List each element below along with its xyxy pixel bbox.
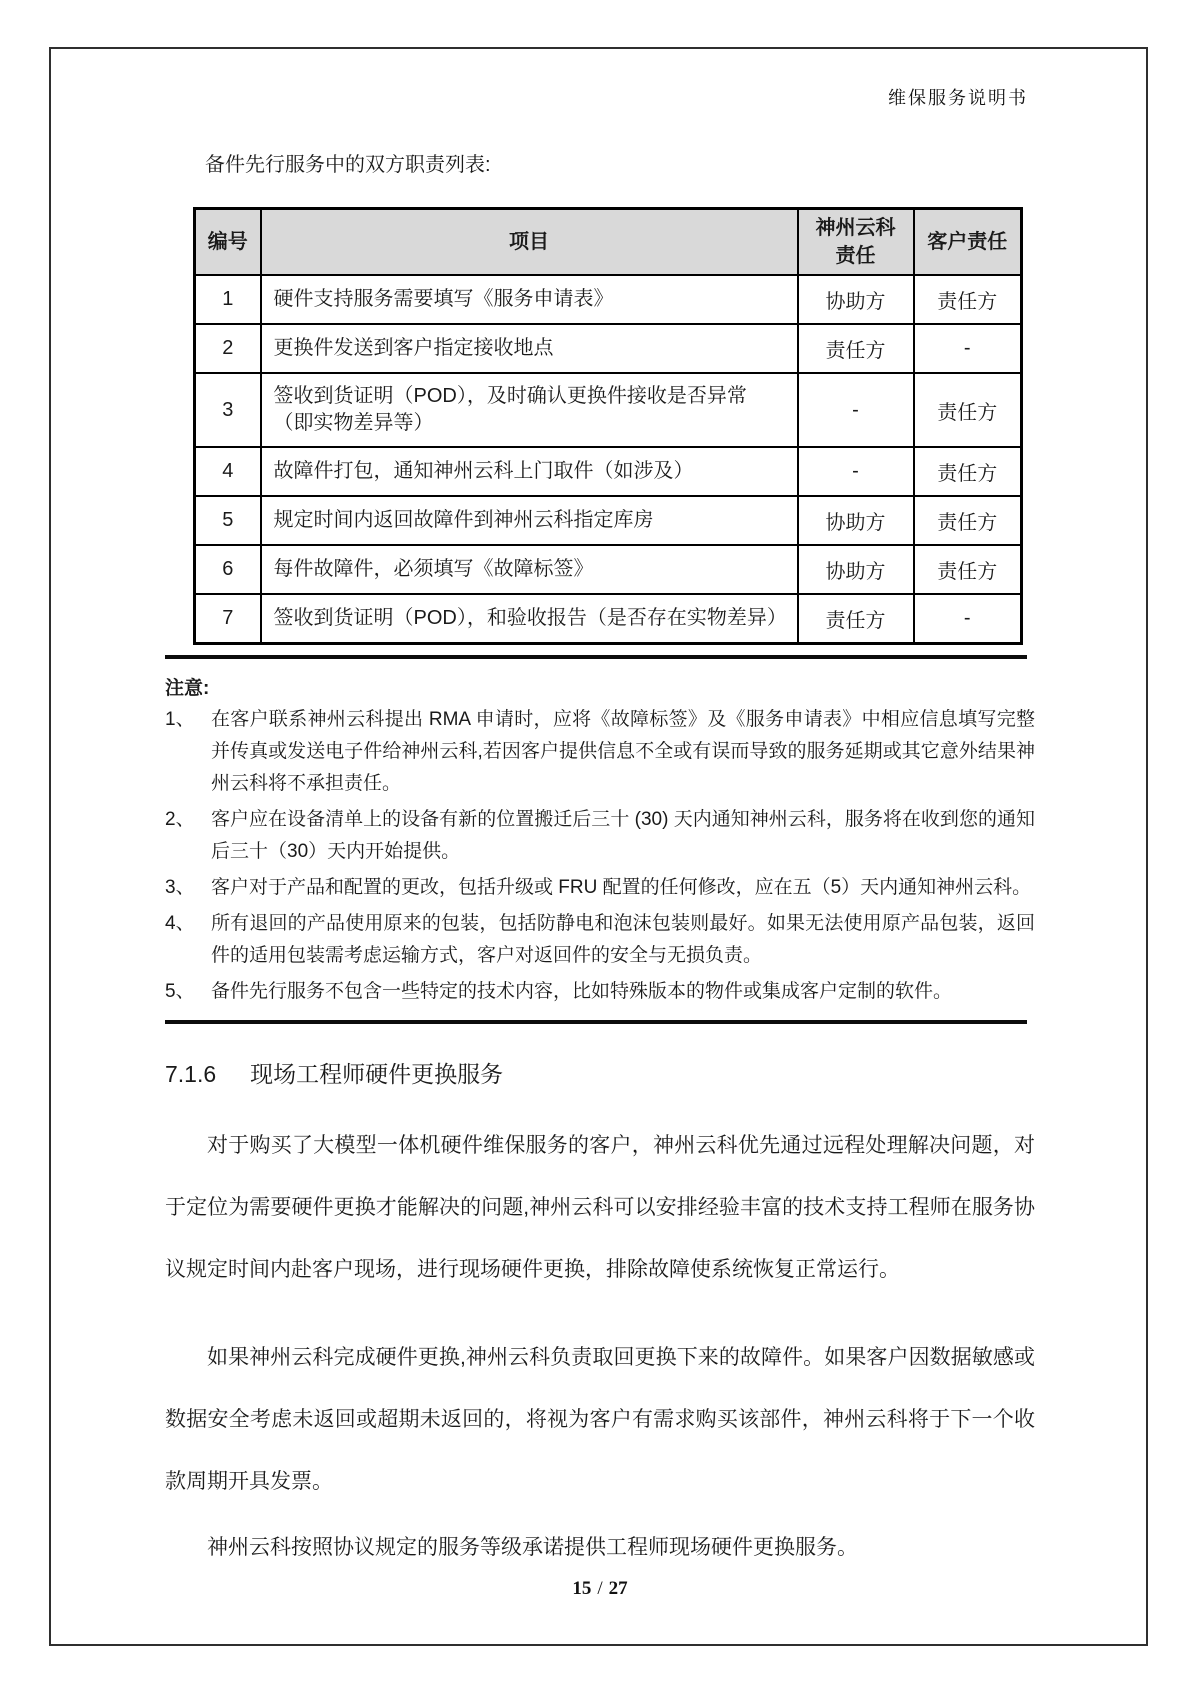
cell-no: 6 (195, 545, 261, 594)
header-cell-no: 编号 (195, 209, 261, 276)
cell-item: 签收到货证明（POD），和验收报告（是否存在实物差异） (261, 594, 798, 644)
cell-no: 3 (195, 373, 261, 447)
footer-separator: / (597, 1578, 603, 1599)
cell-vendor: - (798, 447, 914, 496)
body-paragraph: 对于购买了大模型一体机硬件维保服务的客户，神州云科优先通过远程处理解决问题，对于定位为需要硬件更换才能解决的问题,神州云科可以安排经验丰富的技术支持工程师在服务协议规定时间内赴客户现场，进行现场硬件更换，排除故障使系统恢复正常运行。 (165, 1134, 1035, 1281)
header-cell-vendor (798, 209, 914, 276)
note-item (165, 976, 1035, 1008)
header-vendor-line1: 神州云科 (815, 217, 896, 239)
section-heading (165, 1056, 1035, 1089)
doc-header-title: 维保服务说明书 (888, 88, 1028, 108)
divider-line-top (165, 655, 1027, 659)
cell-no: 5 (195, 496, 261, 545)
header-cell-item: 项目 (261, 209, 798, 276)
cell-customer: 责任方 (914, 545, 1022, 594)
note-text: 客户应在设备清单上的设备有新的位置搬迁后三十 (30) 天内通知神州云科，服务将在收到您的通知后三十（30）天内开始提供。 (211, 809, 1035, 862)
page-footer (0, 1578, 1200, 1600)
table-row (195, 594, 1022, 644)
note-number: 1、 (165, 709, 195, 730)
cell-vendor: 责任方 (798, 324, 914, 373)
cell-customer: 责任方 (914, 496, 1022, 545)
note-item (165, 804, 1035, 868)
table-row (195, 373, 1022, 447)
intro-text: 备件先行服务中的双方职责列表: (205, 154, 491, 176)
section-title: 现场工程师硬件更换服务 (250, 1061, 504, 1087)
footer-page-total: 27 (608, 1578, 628, 1599)
note-text: 备件先行服务不包含一些特定的技术内容，比如特殊版本的物件或集成客户定制的软件。 (211, 981, 953, 1002)
cell-no: 1 (195, 275, 261, 324)
cell-no: 2 (195, 324, 261, 373)
cell-vendor: 责任方 (798, 594, 914, 644)
notes-label: 注意: (165, 678, 210, 699)
page-content (165, 0, 1035, 1579)
cell-vendor: 协助方 (798, 275, 914, 324)
cell-item: 每件故障件，必须填写《故障标签》 (261, 545, 798, 594)
cell-item: 故障件打包，通知神州云科上门取件（如涉及） (261, 447, 798, 496)
note-number: 2、 (165, 809, 195, 830)
cell-customer: 责任方 (914, 275, 1022, 324)
table-row (195, 545, 1022, 594)
table-row (195, 496, 1022, 545)
header-cell-customer: 客户责任 (914, 209, 1022, 276)
cell-item: 规定时间内返回故障件到神州云科指定库房 (261, 496, 798, 545)
table-row (195, 447, 1022, 496)
table-row (195, 275, 1022, 324)
note-item (165, 704, 1035, 800)
note-number: 3、 (165, 877, 195, 898)
cell-customer: 责任方 (914, 373, 1022, 447)
note-item (165, 872, 1035, 904)
responsibilities-table (193, 207, 1023, 645)
cell-customer: - (914, 594, 1022, 644)
note-number: 4、 (165, 913, 195, 934)
note-number: 5、 (165, 981, 195, 1002)
note-text: 所有退回的产品使用原来的包装，包括防静电和泡沫包装则最好。如果无法使用原产品包装，返回件的适用包装需考虑运输方式，客户对返回件的安全与无损负责。 (211, 913, 1035, 966)
note-item (165, 908, 1035, 972)
cell-vendor: - (798, 373, 914, 447)
cell-customer: 责任方 (914, 447, 1022, 496)
cell-no: 7 (195, 594, 261, 644)
body-paragraph: 如果神州云科完成硬件更换,神州云科负责取回更换下来的故障件。如果客户因数据敏感或数据安全考虑未返回或超期未返回的，将视为客户有需求购买该部件，神州云科将于下一个收款周期开具发票。 (165, 1346, 1035, 1493)
footer-page-current: 15 (572, 1578, 592, 1599)
cell-item: 更换件发送到客户指定接收地点 (261, 324, 798, 373)
cell-no: 4 (195, 447, 261, 496)
cell-customer: - (914, 324, 1022, 373)
cell-item: 签收到货证明（POD），及时确认更换件接收是否异常 （即实物差异等） (261, 373, 798, 447)
note-text: 客户对于产品和配置的更改，包括升级或 FRU 配置的任何修改，应在五（5）天内通知神州云科。 (211, 877, 1032, 898)
cell-vendor: 协助方 (798, 545, 914, 594)
body-paragraph: 神州云科按照协议规定的服务等级承诺提供工程师现场硬件更换服务。 (207, 1536, 858, 1559)
table-row (195, 324, 1022, 373)
section-number: 7.1.6 (165, 1061, 217, 1087)
header-vendor-line2: 责任 (835, 245, 876, 267)
cell-item: 硬件支持服务需要填写《服务申请表》 (261, 275, 798, 324)
note-text: 在客户联系神州云科提出 RMA 申请时，应将《故障标签》及《服务申请表》中相应信息填写完整并传真或发送电子件给神州云科,若因客户提供信息不全或有误而导致的服务延期或其它意外结果神州云科将不承担责任。 (211, 709, 1035, 794)
divider-line-bottom (165, 1020, 1027, 1024)
table-header-row (195, 209, 1022, 276)
cell-vendor: 协助方 (798, 496, 914, 545)
